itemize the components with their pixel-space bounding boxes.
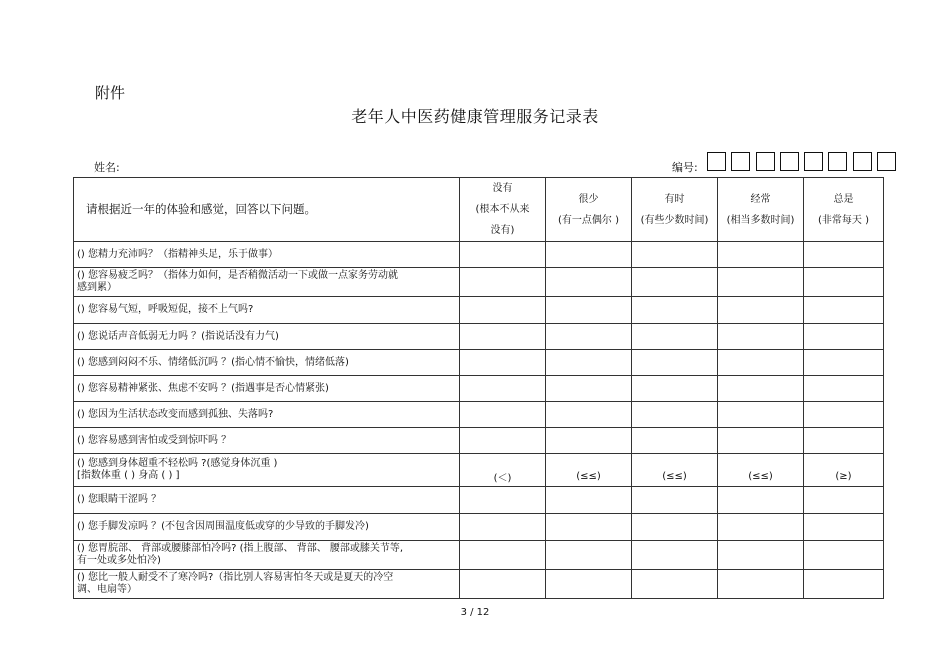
question-cell xyxy=(74,324,460,350)
answer-cell[interactable] xyxy=(460,324,546,350)
question-text: () 您容易感到害怕或受到惊吓吗 ？ xyxy=(77,434,232,446)
page-indicator: 3 / 12 xyxy=(460,607,490,618)
question-text: () 您说话声音低弱无力吗 ？(指说话没有力气) xyxy=(77,330,279,342)
question-cell xyxy=(74,487,460,514)
column-header-text: 总是 xyxy=(833,193,854,205)
answer-cell[interactable] xyxy=(804,428,884,454)
answer-cell[interactable] xyxy=(632,268,718,297)
table-row xyxy=(74,514,884,541)
page-title: 老年人中医药健康管理服务记录表 xyxy=(351,107,599,126)
table-row xyxy=(74,324,884,350)
answer-cell[interactable] xyxy=(718,376,804,402)
column-header-text: 很少 xyxy=(578,193,599,205)
answer-cell[interactable] xyxy=(804,242,884,268)
question-cell xyxy=(74,541,460,570)
answer-cell[interactable] xyxy=(718,487,804,514)
answer-cell[interactable] xyxy=(804,324,884,350)
number-digit-box[interactable] xyxy=(756,152,775,171)
answer-cell[interactable] xyxy=(546,242,632,268)
question-text: () 您容易气短，呼吸短促，接不上气吗? xyxy=(77,304,254,315)
question-cell xyxy=(74,570,460,599)
table-row xyxy=(74,570,884,599)
answer-cell[interactable] xyxy=(804,541,884,570)
question-cell xyxy=(74,350,460,376)
answer-cell[interactable] xyxy=(632,324,718,350)
answer-cell[interactable]: (≤≤) xyxy=(546,454,632,487)
column-header-text: (非常每天 ) xyxy=(818,214,869,226)
answer-cell[interactable] xyxy=(804,297,884,324)
column-header-text: 没有) xyxy=(490,225,515,236)
number-digit-box[interactable] xyxy=(804,152,823,171)
answer-cell[interactable] xyxy=(546,376,632,402)
answer-cell[interactable] xyxy=(460,242,546,268)
answer-cell[interactable] xyxy=(546,428,632,454)
answer-cell[interactable] xyxy=(546,402,632,428)
answer-cell[interactable] xyxy=(804,268,884,297)
question-text: () 您精力充沛吗？（指精神头足，乐于做事） xyxy=(77,248,278,260)
table-row xyxy=(74,402,884,428)
answer-cell[interactable]: (＜) xyxy=(460,454,546,487)
answer-cell[interactable] xyxy=(718,570,804,599)
column-header-text: 有时 xyxy=(664,193,685,205)
answer-cell[interactable] xyxy=(546,297,632,324)
answer-cell[interactable] xyxy=(460,428,546,454)
column-header xyxy=(546,178,632,242)
answer-cell[interactable] xyxy=(804,350,884,376)
table-row xyxy=(74,487,884,514)
question-cell xyxy=(74,268,460,297)
table-row xyxy=(74,376,884,402)
answer-cell[interactable] xyxy=(632,541,718,570)
column-header-text: 经常 xyxy=(750,193,771,205)
attachment-label: 附件 xyxy=(95,84,126,102)
question-text: () 您手脚发凉吗 ？(不包含因周围温度低或穿的少导致的手脚发冷) xyxy=(77,521,369,532)
question-text: 感到累） xyxy=(77,282,117,293)
question-text: () 您容易疲乏吗？（指体力如何，是否稍微活动一下或做一点家务劳动就 xyxy=(77,270,398,281)
number-digit-box[interactable] xyxy=(731,152,750,171)
question-cell xyxy=(74,402,460,428)
column-header xyxy=(718,178,804,242)
answer-cell[interactable] xyxy=(632,350,718,376)
column-header-text: (有一点偶尔 ) xyxy=(558,214,619,226)
question-text: 有一处或多处怕冷) xyxy=(77,555,161,566)
question-text: 调、电扇等） xyxy=(77,584,137,595)
question-header: 请根据近一年的体验和感觉，回答以下问题。 xyxy=(74,178,460,242)
question-text: [指数体重 ( ) 身高 ( ) ] xyxy=(77,470,180,481)
answer-cell[interactable] xyxy=(718,541,804,570)
answer-cell[interactable] xyxy=(460,297,546,324)
answer-cell[interactable]: (≤≤) xyxy=(632,454,718,487)
question-text: () 您感到闷闷不乐、情绪低沉吗 ？(指心情不愉快，情绪低落) xyxy=(77,356,349,368)
number-digit-box[interactable] xyxy=(780,152,799,171)
table-row xyxy=(74,268,884,297)
table-row xyxy=(74,428,884,454)
questionnaire-table xyxy=(73,177,884,599)
answer-cell[interactable] xyxy=(460,541,546,570)
question-cell xyxy=(74,297,460,324)
answer-cell[interactable] xyxy=(718,428,804,454)
answer-cell[interactable] xyxy=(718,297,804,324)
question-text: () 您因为生活状态改变而感到孤独、失落吗? xyxy=(77,408,274,420)
answer-cell[interactable] xyxy=(718,268,804,297)
answer-cell[interactable] xyxy=(546,514,632,541)
answer-cell[interactable] xyxy=(460,376,546,402)
answer-cell[interactable]: (≤≤) xyxy=(718,454,804,487)
answer-cell[interactable] xyxy=(546,324,632,350)
question-text: () 您胃脘部、 背部或腰膝部怕冷吗? (指上腹部、 背部、 腰部或膝关节等, xyxy=(77,543,404,554)
answer-cell[interactable] xyxy=(460,570,546,599)
answer-cell[interactable] xyxy=(546,268,632,297)
question-cell xyxy=(74,514,460,541)
answer-cell[interactable] xyxy=(546,487,632,514)
question-text: () 您比一般人耐受不了寒冷吗?（指比别人容易害怕冬天或是夏天的冷空 xyxy=(77,572,394,583)
answer-cell[interactable] xyxy=(718,350,804,376)
table-row xyxy=(74,541,884,570)
answer-cell[interactable] xyxy=(632,570,718,599)
answer-cell[interactable] xyxy=(632,428,718,454)
number-boxes xyxy=(707,152,901,171)
number-digit-box[interactable] xyxy=(707,152,726,171)
answer-cell[interactable] xyxy=(460,514,546,541)
answer-cell[interactable] xyxy=(804,570,884,599)
question-text: () 您容易精神紧张、焦虑不安吗 ？(指遇事是否心情紧张) xyxy=(77,382,329,394)
name-label: 姓名: xyxy=(94,161,120,174)
answer-cell[interactable] xyxy=(632,376,718,402)
column-header-text: (有些少数时间) xyxy=(640,214,709,226)
number-digit-box[interactable] xyxy=(877,152,896,171)
table-row xyxy=(74,454,884,487)
number-digit-box[interactable] xyxy=(853,152,872,171)
answer-cell[interactable] xyxy=(632,487,718,514)
answer-cell[interactable] xyxy=(546,570,632,599)
answer-cell[interactable] xyxy=(546,350,632,376)
answer-cell[interactable] xyxy=(718,242,804,268)
question-cell xyxy=(74,454,460,487)
question-text: () 您感到身体超重不轻松吗 ?(感觉身体沉重 ) xyxy=(77,458,278,469)
answer-cell[interactable] xyxy=(546,541,632,570)
column-header xyxy=(460,178,546,242)
table-row xyxy=(74,350,884,376)
answer-cell[interactable] xyxy=(632,242,718,268)
answer-cell[interactable] xyxy=(460,402,546,428)
answer-cell[interactable] xyxy=(718,514,804,541)
column-header xyxy=(632,178,718,242)
table-row xyxy=(74,297,884,324)
answer-cell[interactable] xyxy=(460,350,546,376)
column-header-text: (相当多数时间) xyxy=(726,214,795,226)
answer-cell[interactable] xyxy=(632,297,718,324)
column-header-text: (根本不从来 xyxy=(475,204,530,215)
answer-cell[interactable] xyxy=(460,487,546,514)
answer-cell[interactable] xyxy=(804,402,884,428)
answer-cell[interactable] xyxy=(804,376,884,402)
column-header-text: 没有 xyxy=(492,183,513,194)
number-label: 编号: xyxy=(672,161,698,174)
answer-cell[interactable] xyxy=(460,268,546,297)
answer-cell[interactable] xyxy=(632,402,718,428)
question-text: () 您眼睛干涩吗 ？ xyxy=(77,494,162,505)
question-cell xyxy=(74,242,460,268)
answer-cell[interactable]: (≥) xyxy=(804,454,884,487)
answer-cell[interactable] xyxy=(718,402,804,428)
answer-cell[interactable] xyxy=(718,324,804,350)
answer-cell[interactable] xyxy=(804,487,884,514)
question-cell xyxy=(74,428,460,454)
number-digit-box[interactable] xyxy=(828,152,847,171)
question-cell xyxy=(74,376,460,402)
table-row xyxy=(74,242,884,268)
answer-cell[interactable] xyxy=(804,514,884,541)
column-header xyxy=(804,178,884,242)
answer-cell[interactable] xyxy=(632,514,718,541)
